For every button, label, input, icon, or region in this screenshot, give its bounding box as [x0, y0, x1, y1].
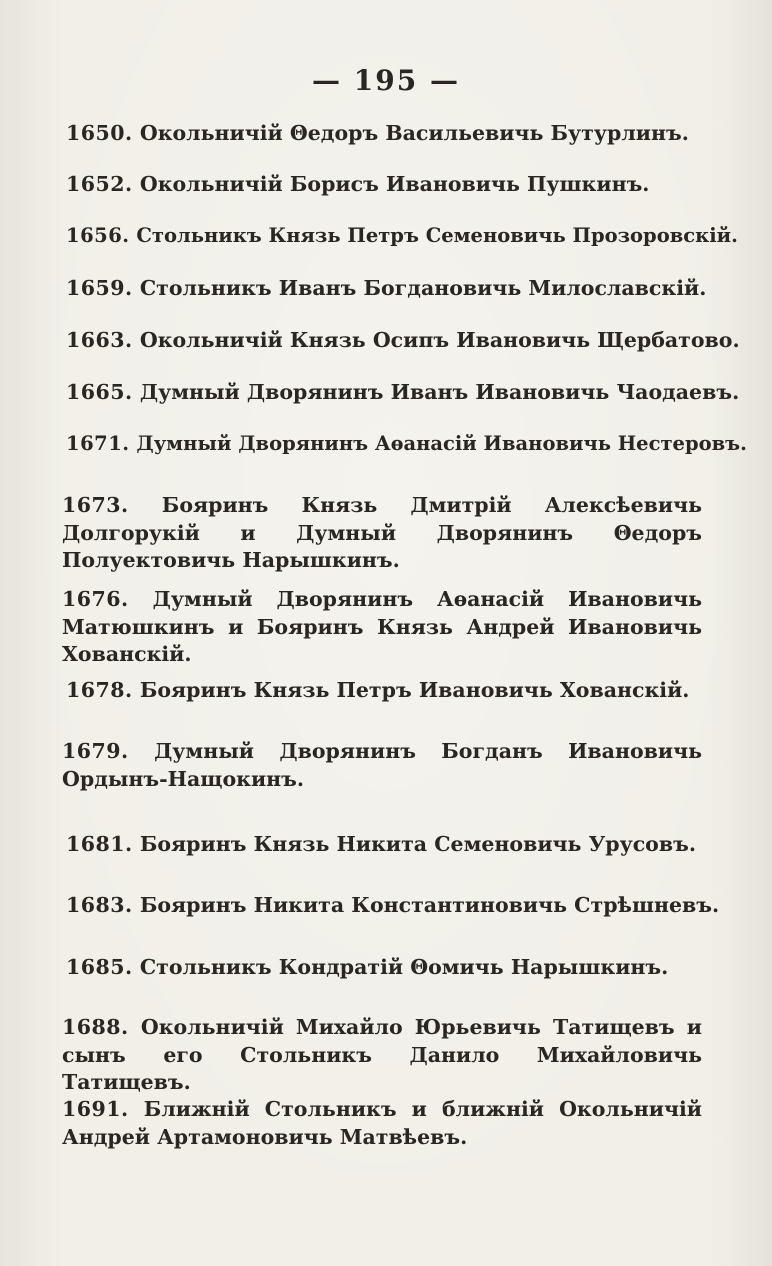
entry-text: Думный Дворянинъ Аѳанасій Ивановичь Нестеровъ. — [136, 432, 747, 455]
entry-year: 1676. — [62, 587, 129, 611]
entry-year: 1681. — [66, 832, 133, 856]
entry-1676 — [62, 586, 702, 669]
entry-year: 1688. — [62, 1015, 129, 1039]
entry-text: Стольникъ Князь Петръ Семеновичь Прозоровскій. — [136, 224, 738, 247]
entry-text: Ближній Стольникъ и ближній Окольничій Андрей Артамоновичь Матвѣевъ. — [62, 1097, 702, 1149]
entry-text: Думный Дворянинъ Богданъ Ивановичь Ордынъ-Нащокинъ. — [62, 739, 703, 791]
entry-1673 — [62, 492, 702, 575]
entry-year: 1652. — [66, 172, 133, 196]
entry-1665 — [66, 379, 739, 407]
entry-year: 1673. — [62, 493, 129, 517]
entry-text: Бояринъ Князь Никита Семеновичь Урусовъ. — [139, 832, 696, 856]
entry-year: 1656. — [66, 224, 130, 247]
entry-text: Бояринъ Князь Петръ Ивановичь Хованскій. — [139, 678, 690, 702]
entry-year: 1691. — [62, 1097, 129, 1121]
entry-year: 1685. — [66, 955, 133, 979]
entry-1691 — [62, 1096, 702, 1151]
entry-text: Бояринъ Князь Дмитрій Алексѣевичь Долгорукій и Думный Дворянинъ Θедоръ Полуектовичь Нарышкинъ. — [62, 493, 703, 573]
entry-year: 1678. — [66, 678, 133, 702]
entry-year: 1665. — [66, 380, 133, 404]
entry-text: Думный Дворянинъ Иванъ Ивановичь Чаодаевъ. — [139, 380, 740, 404]
entry-text: Окольничій Борисъ Ивановичь Пушкинъ. — [139, 172, 650, 196]
entry-year: 1663. — [66, 328, 133, 352]
entry-1652 — [66, 171, 649, 199]
entry-text: Окольничій Θедоръ Васильевичь Бутурлинъ. — [139, 121, 689, 145]
entry-text: Бояринъ Никита Константиновичь Стрѣшневъ. — [139, 893, 720, 917]
entry-1681 — [66, 831, 696, 859]
entry-year: 1650. — [66, 121, 133, 145]
entry-1679 — [62, 738, 702, 793]
entry-year: 1679. — [62, 739, 129, 763]
entry-1678 — [66, 677, 689, 705]
entry-1688 — [62, 1014, 702, 1097]
entry-year: 1683. — [66, 893, 133, 917]
entry-text: Стольникъ Иванъ Богдановичь Милославскій. — [139, 276, 707, 300]
entry-1656 — [66, 223, 738, 249]
entry-1671 — [66, 431, 747, 457]
entry-text: Стольникъ Кондратій Θомичь Нарышкинъ. — [139, 955, 669, 979]
entry-1683 — [66, 892, 719, 920]
entry-1650 — [66, 120, 689, 148]
entry-1659 — [66, 275, 706, 303]
entry-text: Окольничій Михайло Юрьевичь Татищевъ и сынъ его Стольникъ Данило Михайловичь Татищевъ. — [62, 1015, 702, 1095]
entry-text: Окольничій Князь Осипъ Ивановичь Щербатово. — [139, 328, 740, 352]
entry-year: 1671. — [66, 432, 130, 455]
entry-1663 — [66, 327, 740, 355]
entry-1685 — [66, 954, 668, 982]
page-number: — 195 — — [312, 64, 460, 97]
entry-text: Думный Дворянинъ Аѳанасій Ивановичь Матюшкинъ и Бояринъ Князь Андрей Ивановичь Хованскій. — [62, 587, 703, 667]
entry-year: 1659. — [66, 276, 133, 300]
